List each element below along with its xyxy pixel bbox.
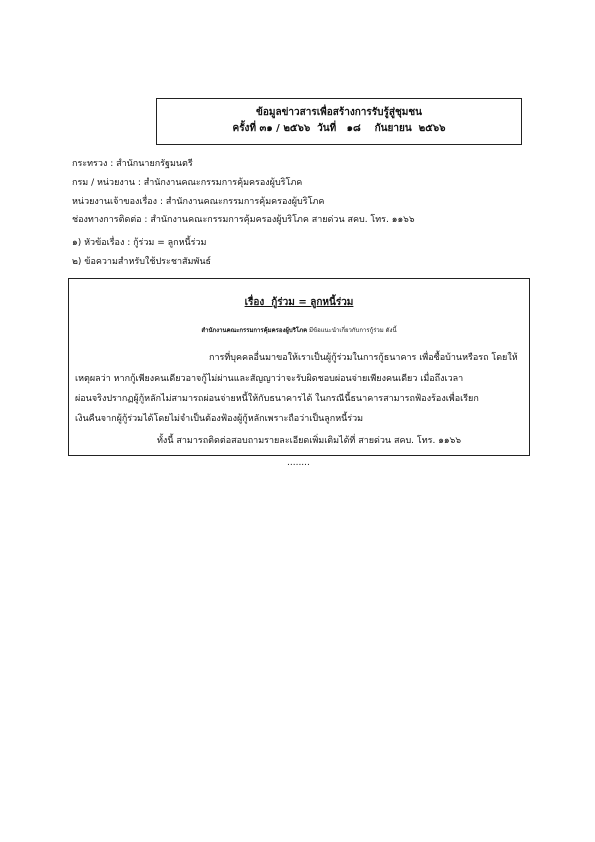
content-box <box>68 278 530 456</box>
lead-rest: มีข้อแนะนำเกี่ยวกับการกู้ร่วม ดังนี้ <box>307 327 397 334</box>
header-title: ข้อมูลข่าวสารเพื่อสร้างการรับรู้สู่ชุมชน <box>256 107 422 118</box>
meta-message-item: ๒) ข้อความสำหรับใช้ประชาสัมพันธ์ <box>72 257 211 267</box>
meta-topic-item: ๑) หัวข้อเรื่อง : กู้ร่วม = ลูกหนี้ร่วม <box>72 238 207 248</box>
subject-title: เรื่อง กู้ร่วม = ลูกหนี้ร่วม <box>244 297 354 308</box>
meta-department: กรม / หน่วยงาน : สำนักงานคณะกรรมการคุ้มครองผู้บริโภค <box>72 178 303 188</box>
header-issue-line: ครั้งที่ ๓๑ / ๒๕๖๖ วันที่ ๑๘ กันยายน ๒๕๖๖ <box>232 123 446 134</box>
para-line: เหตุผลว่า หากกู้เพียงคนเดียวอาจกู้ไม่ผ่านและสัญญาว่าจะรับผิดชอบผ่อนจ่ายเพียงคนเดียว เมื่อถึงเวลา <box>75 374 464 384</box>
lead-sentence <box>69 325 529 335</box>
meta-owner-unit: หน่วยงานเจ้าของเรื่อง : สำนักงานคณะกรรมการคุ้มครองผู้บริโภค <box>72 197 325 207</box>
header-box <box>156 98 522 145</box>
meta-ministry: กระทรวง : สำนักนายกรัฐมนตรี <box>72 159 193 169</box>
meta-contact: ช่องทางการติดต่อ : สำนักงานคณะกรรมการคุ้มครองผู้บริโภค สายด่วน สคบ. โทร. ๑๑๖๖ <box>72 215 415 225</box>
para-line: เงินคืนจากผู้กู้ร่วมได้โดยไม่จำเป็นต้องฟ้องผู้กู้หลักเพราะถือว่าเป็นลูกหนี้ร่วม <box>75 414 364 424</box>
end-mark: ........ <box>287 458 310 468</box>
para-line: การที่บุคคลอื่นมาขอให้เราเป็นผู้กู้ร่วมในการกู้ธนาคาร เพื่อซื้อบ้านหรือรถ โดยให้ <box>209 353 518 363</box>
para-line: ผ่อนจริงปรากฏผู้กู้หลักไม่สามารถผ่อนจ่ายหนี้ให้กับธนาคารได้ ในกรณีนี้ธนาคารสามารถฟ้องร้องเพื่อเรียก <box>75 394 479 404</box>
closing-line: ทั้งนี้ สามารถติดต่อสอบถามรายละเอียดเพิ่มเติมได้ที่ สายด่วน สคบ. โทร. ๑๑๖๖ <box>157 436 462 446</box>
lead-org-name: สำนักงานคณะกรรมการคุ้มครองผู้บริโภค <box>201 327 308 334</box>
